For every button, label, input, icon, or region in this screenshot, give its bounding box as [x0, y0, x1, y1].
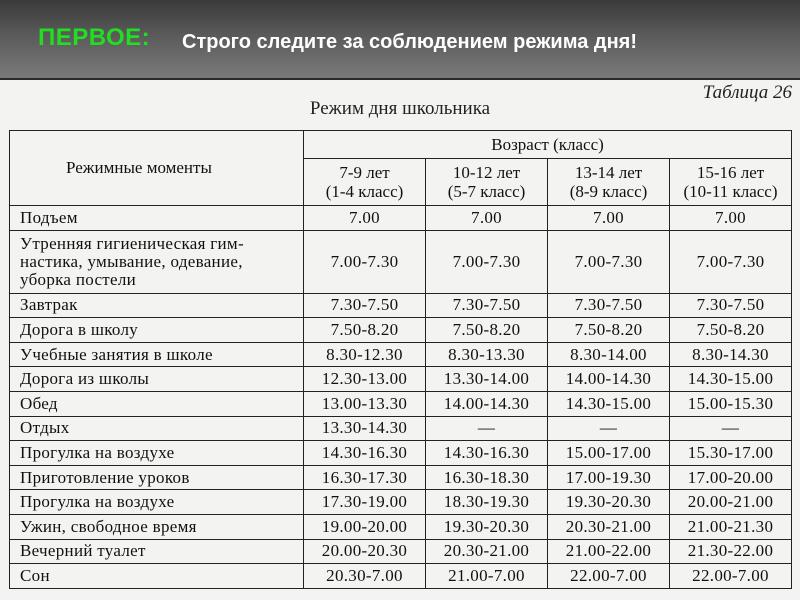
row-moment: Приготовление уроков — [10, 465, 304, 490]
row-time-cell: 7.50-8.20 — [426, 318, 548, 343]
moments-header: Режимные моменты — [10, 131, 304, 206]
header-row-top — [10, 131, 792, 159]
row-time-cell: 7.00 — [670, 206, 792, 231]
row-time-cell: 21.00-21.30 — [670, 514, 792, 539]
row-time-cell: 8.30-14.00 — [548, 342, 670, 367]
schedule-body — [10, 206, 792, 589]
age-group-header — [426, 159, 548, 206]
age-group-grade: (5-7 класс) — [447, 182, 526, 201]
age-group-grade: (10-11 класс) — [683, 182, 778, 201]
row-moment: Обед — [10, 391, 304, 416]
row-time-cell: 12.30-13.00 — [304, 367, 426, 392]
row-time-cell: 22.00-7.00 — [548, 564, 670, 589]
row-time-cell: 14.00-14.30 — [426, 391, 548, 416]
table-row — [10, 564, 792, 589]
row-moment: Учебные занятия в школе — [10, 342, 304, 367]
slide-banner — [0, 0, 800, 80]
row-time-cell: 7.00-7.30 — [548, 230, 670, 293]
row-time-cell: 14.30-15.00 — [548, 391, 670, 416]
row-time-cell: 7.30-7.50 — [426, 293, 548, 318]
row-time-cell: 7.50-8.20 — [670, 318, 792, 343]
row-moment: Дорога из школы — [10, 367, 304, 392]
row-time-cell: 14.30-16.30 — [426, 441, 548, 466]
row-time-cell: 15.30-17.00 — [670, 441, 792, 466]
age-group-header — [548, 159, 670, 206]
row-moment: Вечерний туалет — [10, 539, 304, 564]
schedule-table — [9, 130, 792, 589]
row-time-cell: 7.50-8.20 — [548, 318, 670, 343]
table-row — [10, 441, 792, 466]
table-row — [10, 539, 792, 564]
row-time-cell: 13.30-14.30 — [304, 416, 426, 441]
row-time-cell: 13.30-14.00 — [426, 367, 548, 392]
row-time-cell: 16.30-17.30 — [304, 465, 426, 490]
row-time-cell: 7.00-7.30 — [304, 230, 426, 293]
row-time-cell: — — [548, 416, 670, 441]
row-time-cell: 8.30-13.30 — [426, 342, 548, 367]
table-row — [10, 293, 792, 318]
row-moment: Подъем — [10, 206, 304, 231]
table-row — [10, 206, 792, 231]
age-group-header — [304, 159, 426, 206]
age-group-age: 10-12 лет — [452, 163, 521, 182]
row-moment: Отдых — [10, 416, 304, 441]
table-row — [10, 318, 792, 343]
row-time-cell: 7.00 — [304, 206, 426, 231]
row-time-cell: 14.30-15.00 — [670, 367, 792, 392]
table-caption: Таблица 26 — [702, 82, 792, 103]
table-title: Режим дня школьника — [309, 98, 491, 119]
row-time-cell: 17.00-20.00 — [670, 465, 792, 490]
row-time-cell: 21.30-22.00 — [670, 539, 792, 564]
row-moment: Сон — [10, 564, 304, 589]
row-time-cell: 14.00-14.30 — [548, 367, 670, 392]
age-group-age: 7-9 лет — [339, 163, 390, 182]
row-time-cell: 21.00-22.00 — [548, 539, 670, 564]
table-row — [10, 465, 792, 490]
age-header: Возраст (класс) — [304, 131, 792, 159]
row-time-cell: 7.00-7.30 — [426, 230, 548, 293]
table-row — [10, 490, 792, 515]
table-row — [10, 342, 792, 367]
age-group-age: 15-16 лет — [696, 163, 765, 182]
row-time-cell: 7.00 — [548, 206, 670, 231]
row-moment: Дорога в школу — [10, 318, 304, 343]
row-time-cell: 7.50-8.20 — [304, 318, 426, 343]
row-time-cell: 8.30-12.30 — [304, 342, 426, 367]
row-time-cell: — — [670, 416, 792, 441]
row-moment: Прогулка на воздухе — [10, 490, 304, 515]
row-time-cell: 20.30-7.00 — [304, 564, 426, 589]
table-row — [10, 367, 792, 392]
row-time-cell: 20.00-20.30 — [304, 539, 426, 564]
row-time-cell: 20.30-21.00 — [548, 514, 670, 539]
row-time-cell: 15.00-17.00 — [548, 441, 670, 466]
table-row — [10, 514, 792, 539]
row-time-cell: 19.30-20.30 — [426, 514, 548, 539]
row-time-cell: 19.30-20.30 — [548, 490, 670, 515]
row-moment: Прогулка на воздухе — [10, 441, 304, 466]
row-moment: Завтрак — [10, 293, 304, 318]
table-row — [10, 391, 792, 416]
row-time-cell: 8.30-14.30 — [670, 342, 792, 367]
row-time-cell: 7.30-7.50 — [548, 293, 670, 318]
row-time-cell: 13.00-13.30 — [304, 391, 426, 416]
row-time-cell: 22.00-7.00 — [670, 564, 792, 589]
row-time-cell: 16.30-18.30 — [426, 465, 548, 490]
table-row — [10, 416, 792, 441]
table-row — [10, 230, 792, 293]
age-group-header — [670, 159, 792, 206]
row-time-cell: 7.30-7.50 — [670, 293, 792, 318]
scanned-table-page — [0, 80, 800, 600]
row-moment: Утренняя гигиеническая гим- настика, умывание, одевание, уборка постели — [10, 230, 304, 293]
row-time-cell: 17.30-19.00 — [304, 490, 426, 515]
age-group-age: 13-14 лет — [574, 163, 643, 182]
age-group-grade: (8-9 класс) — [569, 182, 648, 201]
age-group-grade: (1-4 класс) — [325, 182, 404, 201]
row-time-cell: 7.00-7.30 — [670, 230, 792, 293]
row-time-cell: 15.00-15.30 — [670, 391, 792, 416]
banner-label: ПЕРВОЕ: — [38, 24, 151, 51]
row-time-cell: 19.00-20.00 — [304, 514, 426, 539]
row-time-cell: 20.00-21.00 — [670, 490, 792, 515]
row-time-cell: 21.00-7.00 — [426, 564, 548, 589]
row-time-cell: 20.30-21.00 — [426, 539, 548, 564]
row-time-cell: 18.30-19.30 — [426, 490, 548, 515]
row-time-cell: 14.30-16.30 — [304, 441, 426, 466]
row-time-cell: 7.00 — [426, 206, 548, 231]
row-time-cell: 17.00-19.30 — [548, 465, 670, 490]
banner-text: Строго следите за соблюдением режима дня! — [182, 31, 638, 53]
row-time-cell: 7.30-7.50 — [304, 293, 426, 318]
row-time-cell: — — [426, 416, 548, 441]
row-moment: Ужин, свободное время — [10, 514, 304, 539]
